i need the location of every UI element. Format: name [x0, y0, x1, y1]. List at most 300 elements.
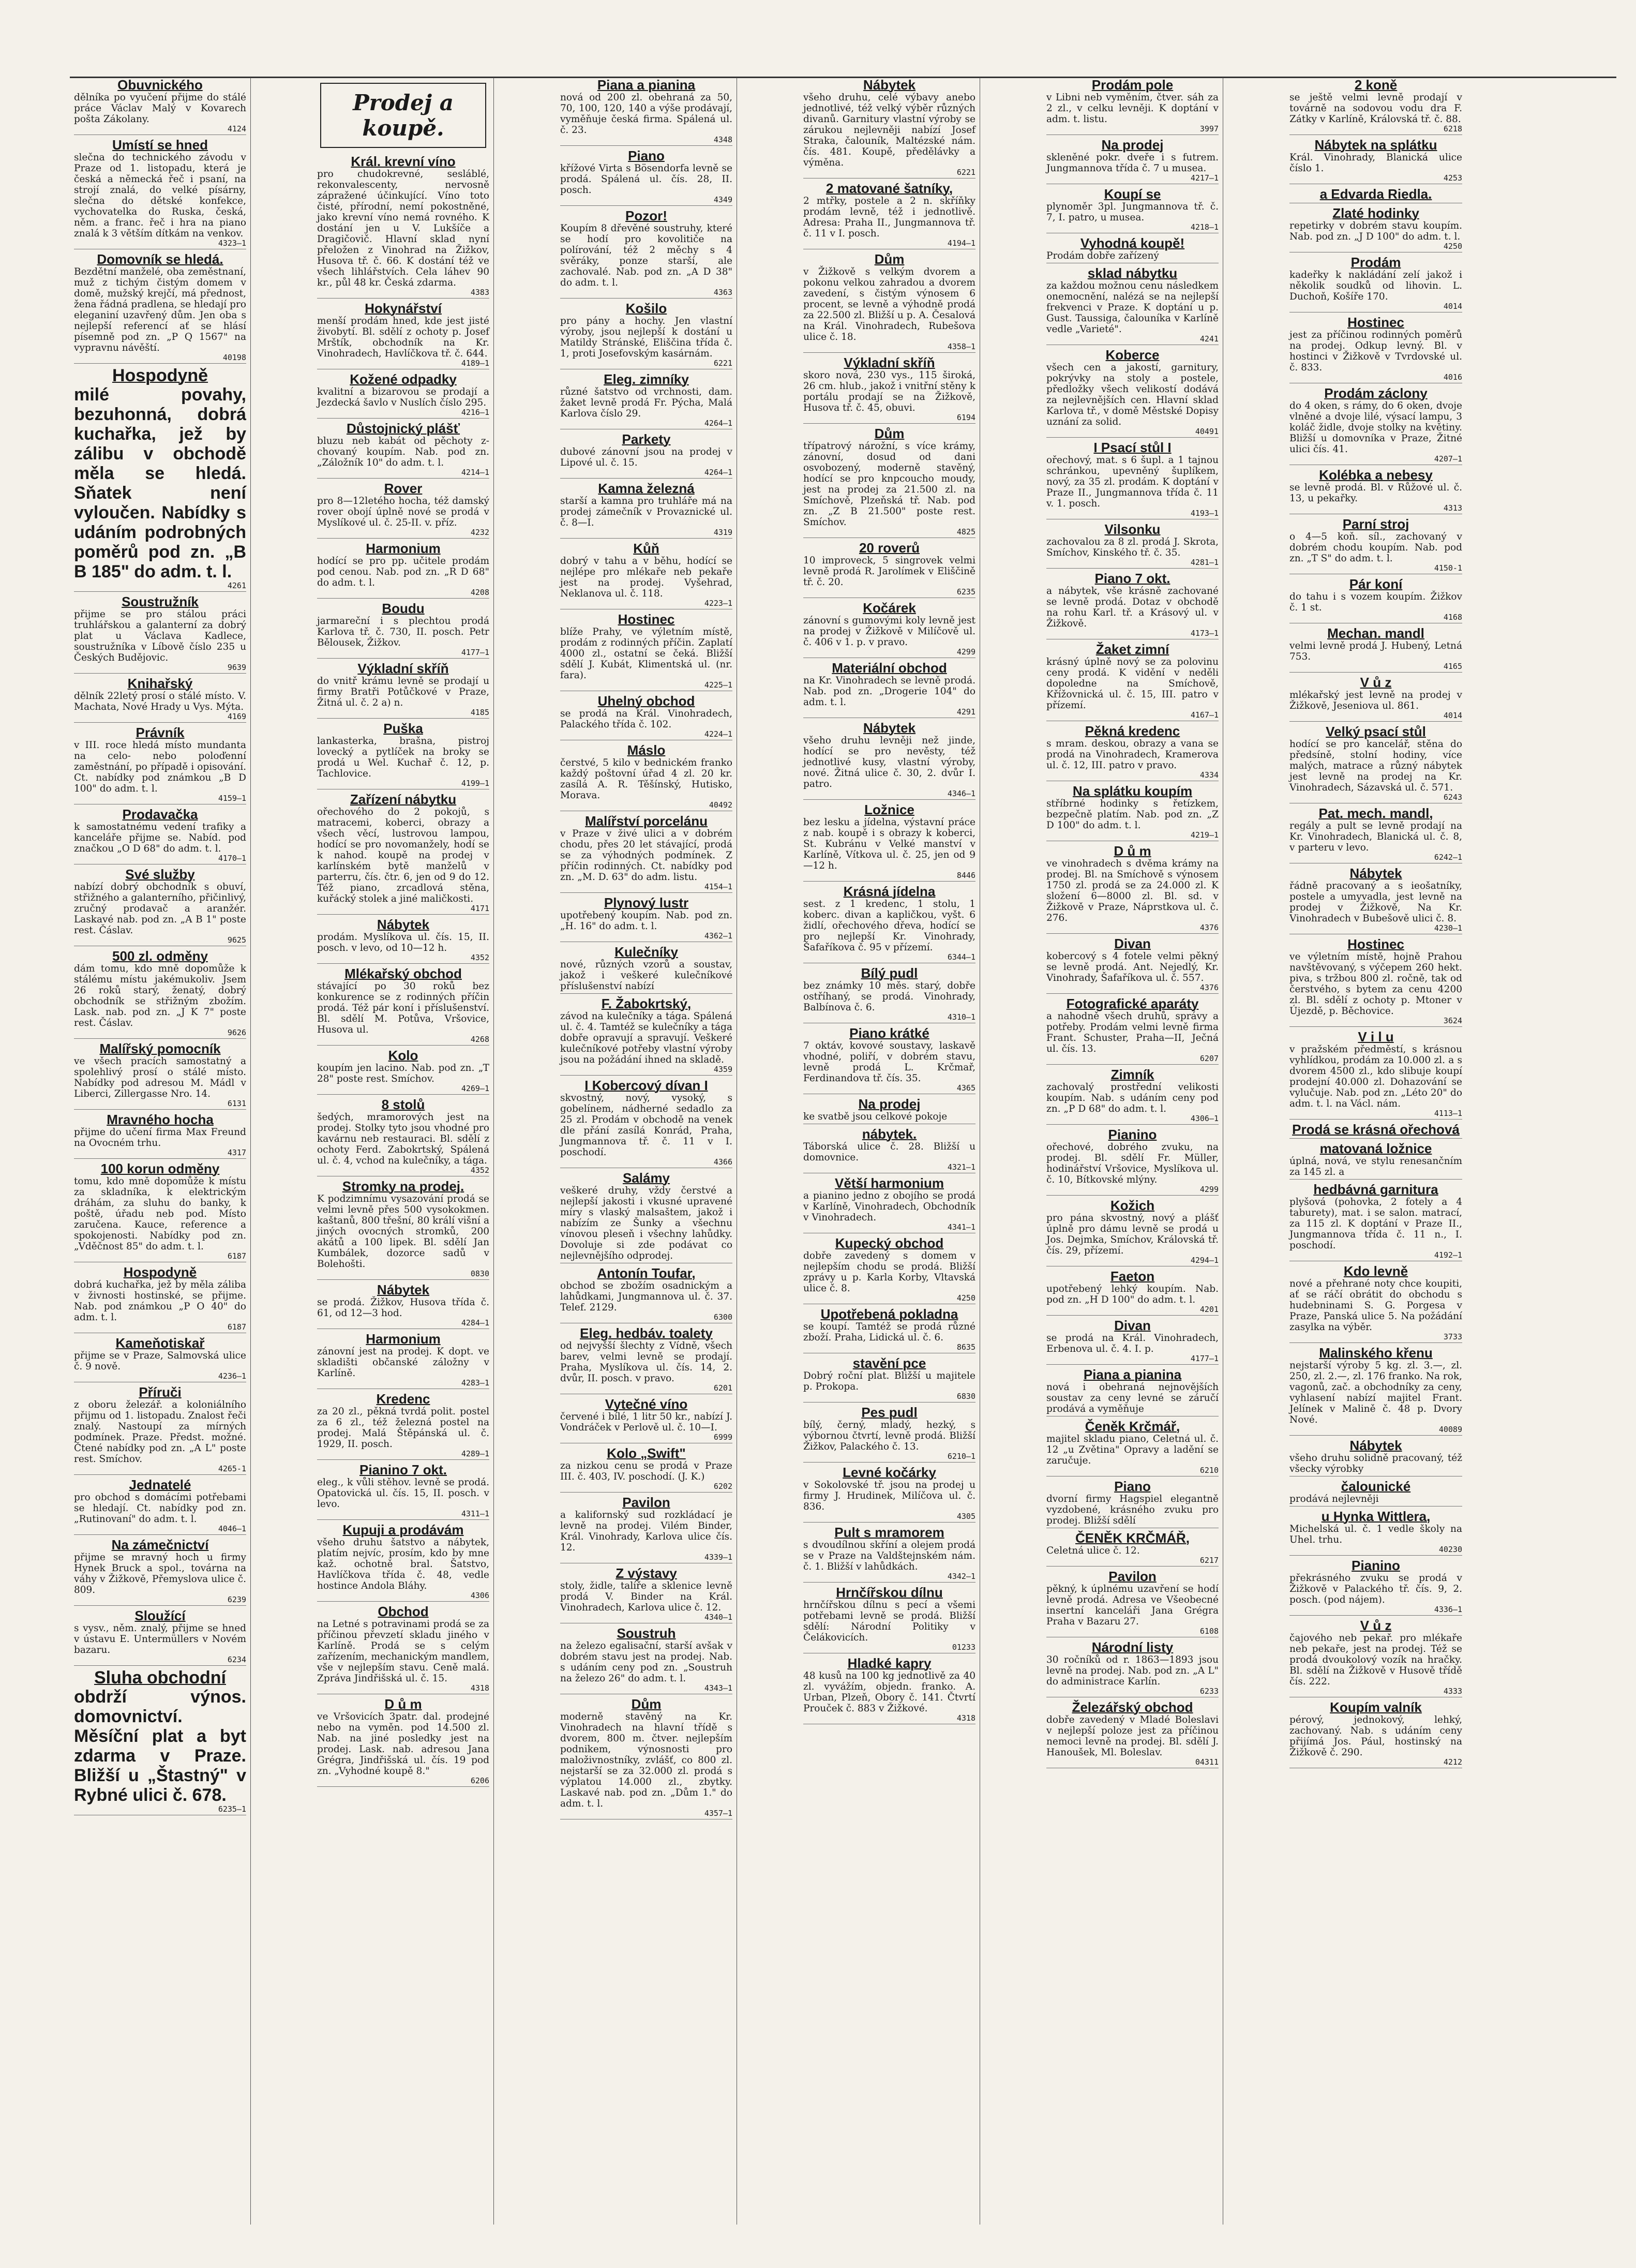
ad-divider — [1289, 1138, 1462, 1139]
ad-text: krásný úplně nový se za polovinu ceny prodá. K vidění v neděli dopoledne na Smíchově, Křížovnická ul. č. 15, III. patro v přízemí. — [1046, 656, 1219, 711]
ad-text: pro obchod s domácími potřebami se hledají. Ct. nabídky pod zn. „Rutinovaní" do adm. t. l. — [74, 1492, 246, 1525]
ad-text: hodící se pro pp. učitele prodám pod cenou. Nab. pod zn. „R D 68" do adm. t. l. — [317, 556, 489, 588]
classified-ad — [803, 1307, 975, 1353]
ad-heading: Eleg. zimníky — [604, 371, 689, 387]
ad-text: bluzu neb kabát od pěchoty z-chovaný koupím. Nab. pod zn. „Záložník 10" do adm. t. l. — [317, 436, 489, 468]
classified-ad — [317, 1097, 489, 1176]
classified-ad — [74, 1265, 246, 1333]
ad-heading: a Edvarda Riedla. — [1319, 186, 1432, 202]
ad-number: 4014 — [1443, 302, 1462, 311]
ad-divider — [1289, 721, 1462, 722]
ad-heading: Eleg. hedbáv. toalety — [580, 1325, 713, 1341]
column-1 — [70, 78, 251, 2225]
ad-text: repetirky v dobrém stavu koupím. Nab. pod zn. „J D 100" do adm. t. l. — [1289, 220, 1462, 242]
ad-heading: Nábytek — [377, 917, 430, 932]
ad-number: 4185 — [470, 708, 489, 717]
classified-ad — [803, 541, 975, 598]
ad-text: 30 ročníků od r. 1863—1893 jsou levně na prodej. Nab. pod zn. „A L" do administrace Karlín. — [1046, 1654, 1219, 1687]
classified-ad — [1046, 996, 1219, 1065]
ad-number: 4319 — [713, 528, 732, 537]
ad-divider — [803, 1582, 975, 1583]
ad-number: 4113—1 — [1434, 1109, 1462, 1118]
ad-heading: sklad nábytku — [1087, 265, 1178, 281]
classified-ad — [74, 1608, 246, 1666]
ad-heading: Parkety — [622, 431, 671, 447]
classified-ad — [803, 802, 975, 882]
ad-text: všech cen a jakostí, garnitury, pokrývky na stoly a postele, předložky všech velikostí dodává za nejlevnějších cen. Hlavní sklad Karlova tř., v domě Městské Dopisy uznání za solid. — [1046, 362, 1219, 427]
column-2 — [313, 78, 494, 2225]
classified-ad — [803, 1356, 975, 1402]
ad-number: 4825 — [956, 527, 975, 536]
classified-ad — [803, 1405, 975, 1463]
ad-heading: Kolébka a nebesy — [1319, 467, 1433, 483]
classified-ad — [1046, 138, 1219, 184]
ad-number: 6300 — [713, 1312, 732, 1322]
ad-number: 4261 — [227, 581, 246, 590]
classified-ad — [1046, 522, 1219, 569]
ad-number: 4305 — [956, 1512, 975, 1521]
ad-number: 4363 — [713, 288, 732, 297]
ad-number: 4342—1 — [947, 1572, 975, 1581]
ad-divider — [560, 145, 732, 146]
classified-ad — [74, 676, 246, 723]
ad-number: 4216—1 — [461, 408, 489, 417]
classified-ad — [803, 1656, 975, 1724]
classified-ad — [1046, 348, 1219, 438]
ad-heading: Dům — [631, 1696, 662, 1712]
ad-heading: Malinského křenu — [1319, 1345, 1433, 1361]
ad-text: s mram. deskou, obrazy a vana se prodá na Vinohradech, Kramerova ul. č. 12, III. patro v pravo. — [1046, 738, 1219, 771]
ad-number: 4376 — [1199, 923, 1219, 932]
ad-heading: Na prodej — [858, 1096, 921, 1112]
ad-divider — [74, 1534, 246, 1535]
classified-ad — [74, 1112, 246, 1159]
ad-text: přijme se pro stálou práci truhlářskou a galanterní za dobrý plat u Václava Kadlece, soustružníka v Líbově číslo 235 u Českých Budějovic. — [74, 609, 246, 663]
ad-number: 4224—1 — [704, 729, 732, 739]
ad-text: jarmareční i s plechtou prodá Karlova tř. č. 730, II. posch. Petr Bělousek, Žižkov. — [317, 616, 489, 648]
ad-text: pérový, jednokový, lehký, zachovaný. Nab. s udáním ceny přijímá Jos. Pául, hostinský na Žižkově č. 290. — [1289, 1714, 1462, 1758]
ad-divider — [74, 722, 246, 723]
ad-text: 48 kusů na 100 kg jednotlivě za 40 zl. vyvážím, objedn. franko. A. Urban, Plzeň, Obory č. 141. Čtvrtí Prouček č. 883 v Žižkové. — [803, 1670, 975, 1714]
ad-number: 6210—1 — [947, 1452, 975, 1461]
ad-text: hodící se pro kancelář, stěna do předsíně, stolní hodiny, více malých, matrace a různý nábytek jest levně na prodej na Kr. Vinohradech, Sázavská ul. č. 571. — [1289, 739, 1462, 793]
ad-divider — [1046, 437, 1219, 438]
ad-number: 6206 — [470, 1776, 489, 1785]
classified-ad — [560, 996, 732, 1076]
ad-heading: Kulečníky — [614, 944, 678, 960]
ad-number: 4365 — [956, 1083, 975, 1093]
ad-heading: Obuvnického — [117, 78, 203, 93]
classified-ad — [803, 884, 975, 963]
ad-text: pro pány a hochy. Jen vlastní výroby, jsou nejlepší k dostání u Matildy Stránské, Eliščina třída č. 1, proti Josefovským kasárnám. — [560, 316, 732, 359]
ad-divider — [317, 963, 489, 964]
ad-divider — [560, 298, 732, 299]
classified-ad — [803, 1097, 975, 1124]
ad-heading: Nábytek — [377, 1282, 430, 1297]
ad-text: zánovní jest na prodej. K dopt. ve skladišti občanské záložny v Karlíně. — [317, 1346, 489, 1379]
ad-text: obchod se zbožím osadnickým a lahůdkami, Jungmannova ul. č. 37. Telef. 2129. — [560, 1280, 732, 1313]
ad-heading: Soustružník — [122, 594, 199, 609]
ad-heading: I Kobercový dívan I — [584, 1078, 708, 1093]
ad-heading: Své služby — [125, 867, 195, 882]
ad-text: se prodá. Žižkov, Husova třída č. 61, od 12—3 hod. — [317, 1297, 489, 1319]
ad-heading: Nábytek — [1349, 1438, 1402, 1453]
ad-text: přijme se v Praze, Salmovská ulice č. 9 nově. — [74, 1350, 246, 1372]
ad-divider — [803, 799, 975, 800]
classified-ad — [560, 694, 732, 740]
ad-number: 8446 — [956, 871, 975, 880]
ad-heading: 500 zl. odměny — [112, 948, 208, 964]
classified-ad — [1046, 1367, 1219, 1416]
classified-ad — [1289, 138, 1462, 184]
ad-divider — [317, 1045, 489, 1046]
ad-divider — [1046, 933, 1219, 934]
ad-text: nejstarší výroby 5 kg. zl. 3.—, zl. 250, zl. 2.—, zl. 176 franko. Na rok, vagonů, zač. a obchodníky za ceny, vyhlasení nabízí majitel Frant. Jelínek v Malině č. 48 p. Dvory Nové. — [1289, 1360, 1462, 1425]
ad-number: 4230—1 — [1434, 923, 1462, 933]
ad-text: se prodá na Král. Vinohradech, Palackého třída č. 102. — [560, 708, 732, 730]
ad-text: se ještě velmi levně prodají v továrně na sodovou vodu dra F. Zátky v Karlíně, Královská tř. č. 88. — [1289, 92, 1462, 125]
ad-heading: Hrnčířskou dílnu — [836, 1585, 943, 1600]
ad-text: sest. z 1 kredenc, 1 stolu, 1 koberc. divan a kapličkou, vyšt. 6 židlí, ořechového dřeva, hodící se pro nejlepší Kr. Vinohrady, Šafaříkova č. 95 v přízemí. — [803, 899, 975, 953]
ad-heading: Pavilon — [622, 1495, 670, 1510]
ad-heading: Levné kočárky — [843, 1465, 936, 1480]
ad-number: 4339—1 — [704, 1553, 732, 1562]
ad-heading: nábytek. — [862, 1126, 917, 1142]
ad-text: eleg., k vůli stěhov. levně se prodá. Opatovická ul. čís. 15, II. posch. v levo. — [317, 1477, 489, 1510]
classified-ad — [1289, 1479, 1462, 1506]
ad-heading: Národní listy — [1091, 1639, 1174, 1655]
ad-heading: Knihařský — [127, 676, 193, 691]
classified-ad — [1046, 1419, 1219, 1476]
classified-ad — [1046, 1067, 1219, 1125]
ad-heading: Máslo — [627, 742, 666, 758]
ad-text: k samostatnému vedení trafiky a kanceláře přijme se. Nabíd. pod značkou „O D 68" do adm. t. l. — [74, 822, 246, 854]
classified-ad — [1289, 1509, 1462, 1556]
ad-heading: 20 roverů — [859, 540, 920, 556]
ad-number: 4358—1 — [947, 342, 975, 351]
ad-heading: Piano krátké — [849, 1025, 929, 1041]
ad-heading: Větší harmonium — [835, 1175, 944, 1191]
ad-heading: Vyhodná koupě! — [1080, 235, 1185, 251]
classified-ad — [803, 661, 975, 718]
classified-ad — [1289, 675, 1462, 722]
ad-heading: Boudu — [382, 601, 425, 616]
ad-heading: Piano — [628, 148, 665, 163]
classified-ad — [317, 1332, 489, 1389]
ad-divider — [317, 914, 489, 915]
classified-ad — [560, 208, 732, 299]
ad-heading: Žaket zimní — [1095, 641, 1169, 657]
ad-number: 4208 — [470, 588, 489, 597]
ad-heading: D ů m — [384, 1696, 422, 1712]
ad-number: 4336—1 — [1434, 1605, 1462, 1614]
ad-text: pro 8—12letého hocha, též damský rover obojí úplně nové se prodá v Myslíkové ul. č. 25-II. v. příz. — [317, 496, 489, 528]
ad-heading: Malířský pomocník — [99, 1041, 221, 1056]
ad-text: starší a kamna pro truhláře má na prodej zámečník v Provaznické ul. č. 8—I. — [560, 496, 732, 528]
ad-heading: I Psací stůl I — [1093, 440, 1172, 455]
ad-text: čerstvé, 5 kilo v bednickém franko každý poštovní úřad 4 zl. 20 kr. zasílá A. R. Těšínský, Hutisko, Morava. — [560, 757, 732, 801]
ad-heading: matovaná ložnice — [1319, 1141, 1432, 1156]
ad-text: všeho druhu solidně pracovaný, též všecky výrobky — [1289, 1453, 1462, 1474]
ad-text: tomu, kdo mně dopomůže k místu za skladníka, k elektrickým dráhám, za sluhu do banky, k poště, úřadu neb pod. Místo zaručena. Kauce, reference a spokojenosti. Nabídky pod zn. „Vděčnost 85" do adm. t. l. — [74, 1176, 246, 1252]
ad-heading: Nábytek — [863, 720, 916, 736]
ad-heading: Kůň — [633, 541, 659, 556]
ad-number: 6239 — [227, 1595, 246, 1604]
classified-ad — [317, 1179, 489, 1280]
ad-heading: Piana a pianina — [1083, 1367, 1182, 1382]
ad-text: Dobrý roční plat. Bližší u majitele p. Prokopa. — [803, 1370, 975, 1392]
column-4 — [799, 78, 980, 2225]
classified-ad — [1046, 1318, 1219, 1365]
ad-number: 4169 — [227, 712, 246, 721]
ad-text: kadeřky k nakládání zelí jakož i několik soudků od lihovin. L. Duchoň, Košíře 170. — [1289, 270, 1462, 302]
ad-number: 4194—1 — [947, 238, 975, 248]
ad-text: řádně pracovaný a s ieošatníky, postele a umyvadla, jest levně na prodej v Žižkově, Na Kr. Vinohradech v Bubešově ulici č. 8. — [1289, 881, 1462, 924]
ad-number: 4294—1 — [1190, 1256, 1219, 1265]
ad-text: dobře zavedený v Mladé Boleslavi v nejlepší poloze jest za příčinou nemoci levně na prodej. Bl. sdělí J. Hanoušek, Ml. Boleslav. — [1046, 1714, 1219, 1758]
ad-heading: Hospodyně — [112, 366, 208, 385]
ad-text: koupím jen lacino. Nab. pod zn. „T 28" poste rest. Smíchov. — [317, 1063, 489, 1084]
ad-text: ke svatbě jsou celkové pokoje — [803, 1111, 948, 1122]
ad-heading: Krásná jídelna — [843, 884, 936, 899]
ad-number: 6235—1 — [218, 1804, 246, 1814]
ad-divider — [317, 598, 489, 599]
ad-number: 4165 — [1443, 662, 1462, 671]
ad-divider — [1289, 672, 1462, 673]
ad-number: 4334 — [1199, 770, 1219, 780]
classified-ad — [317, 372, 489, 419]
classified-ad — [803, 1026, 975, 1094]
ad-heading: Obchod — [378, 1604, 429, 1619]
ad-divider — [317, 658, 489, 659]
ad-text: dělník 22letý prosí o stálé místo. V. Machata, Nové Hrady u Vys. Mýta. — [74, 691, 246, 712]
ad-number: 4189—1 — [461, 359, 489, 368]
classified-ad — [1046, 1479, 1219, 1528]
classified-ad — [1046, 266, 1219, 345]
ad-number: 4340—1 — [704, 1613, 732, 1622]
ad-heading: Kolo — [388, 1048, 418, 1063]
ad-number: 9626 — [227, 1028, 246, 1037]
ad-heading: Pár koní — [1349, 576, 1403, 592]
ad-heading: Nábytek — [1349, 866, 1402, 881]
ad-text: stříbrné hodinky s řetízkem, bezpečně platím. Nab. pod zn. „Z D 100" do adm. t. l. — [1046, 798, 1219, 831]
ad-text: dám tomu, kdo mně dopomůže k stálému místu jakémukoliv. Jsem 26 roků starý, ženatý, dobrý obchodník se střižným zbožím. Lask. nab. pod zn. „J K 7" poste rest. Čáslav. — [74, 963, 246, 1028]
classified-ad — [74, 78, 246, 135]
ad-text: do vnitř krámu levně se prodají u firmy Bratři Potůčkové v Praze, Žitná ul. č. 2 a) n. — [317, 676, 489, 708]
column-3 — [556, 78, 737, 2225]
ad-text: 7 oktáv, kovové soustavy, laskavě vhodné, poliří, v dobrém stavu, levně prodá L. Krčmař, Ferdinandova tř. čís. 35. — [803, 1040, 975, 1084]
ad-heading: Piano — [1114, 1479, 1151, 1494]
ad-text: nové a přehrané noty chce koupiti, ať se ráčí obrátit do obchodu s hudebninami S. G. Porgesa v Praze, Panská ulice 5. Na požádání zasylka na výběr. — [1289, 1278, 1462, 1333]
classified-ad — [560, 432, 732, 479]
ad-heading: Piana a pianina — [597, 78, 696, 93]
ad-text: o 4—5 koň. síl., zachovaný v dobrém chodu koupím. Nab. pod zn. „T S" do adm. t. l. — [1289, 531, 1462, 564]
ad-text: K podzimnímu vysazování prodá se velmi levně přes 500 vysokokmen. kaštanů, 800 třešní, 80 králí višní a jiných ovocných stromků, 200 akátů a 100 lipek. Bl. sdělí Jan Kumbálek, dozorce sadů v Bolehošti. — [317, 1193, 489, 1270]
ad-text: dobrá kuchařka, jež by měla záliba v živnosti hostinské, se přijme. Nab. pod známkou „P O 40" do adm. t. l. — [74, 1279, 246, 1323]
ad-number: 4352 — [470, 953, 489, 962]
ad-number: 4383 — [470, 288, 489, 297]
ad-text: plynoměr 3pl. Jungmannova tř. č. 7, I. patro, u musea. — [1046, 201, 1219, 223]
ad-heading: Kredenc — [376, 1391, 430, 1407]
ad-divider — [317, 1459, 489, 1460]
ad-text: všeho druhu levněji než jinde, hodící se pro nevěsty, též jednotlivé kusy, vlastní výroby, nové. Žitná ulice č. 30, 2. dvůr I. patro. — [803, 735, 975, 789]
classified-ad — [74, 807, 246, 864]
ad-divider — [1289, 1435, 1462, 1436]
classified-ad — [74, 1538, 246, 1606]
ad-number: 4313 — [1443, 503, 1462, 513]
ad-text: v Praze v živé ulici a v dobrém chodu, přes 20 let stávající, prodá se za výhodných podmínek. Z příčin rodinných. Ct. nabídky pod zn. „M. D. 63" do adm. listu. — [560, 828, 732, 883]
ad-text: prodává nejlevněji — [1289, 1494, 1379, 1504]
ad-text: se levně prodá. Bl. v Růžové ul. č. 13, u pekařky. — [1289, 482, 1462, 504]
ad-number: 6194 — [956, 413, 975, 422]
ad-heading: Železářský obchod — [1072, 1699, 1193, 1715]
ad-divider — [1289, 1342, 1462, 1343]
ad-number: 6207 — [1199, 1054, 1219, 1063]
classified-ad — [317, 301, 489, 369]
ad-number: 9625 — [227, 935, 246, 945]
classified-ad — [74, 1668, 246, 1815]
ad-divider — [74, 363, 246, 364]
ad-text: pěkný, k úplnému uzavření se hodí levně prodá. Adresa ve Všeobecné insertní kanceláři Jana Grégra Praha v Bazaru 27. — [1046, 1584, 1219, 1627]
ad-number: 4201 — [1199, 1305, 1219, 1314]
ad-heading: Pěkná kredenc — [1085, 723, 1180, 739]
ad-number: 3624 — [1443, 1016, 1462, 1025]
classified-ad — [1289, 724, 1462, 803]
ad-heading: Pavilon — [1108, 1569, 1157, 1584]
classified-ad — [1289, 187, 1462, 203]
ad-divider — [317, 538, 489, 539]
ad-text: blíže Prahy, ve výletním místě, prodám z rodinných příčin. Zaplatí 4000 zl., ostatní se čeká. Bližší sdělí J. Kubát, Klimentská ul. (nr. fara). — [560, 626, 732, 681]
classified-ad — [560, 1171, 732, 1263]
ad-number: 4046—1 — [218, 1524, 246, 1533]
ad-number: 4343—1 — [704, 1683, 732, 1693]
ad-number: 4268 — [470, 1035, 489, 1044]
classified-ad — [1289, 1618, 1462, 1697]
ad-number: 4150-1 — [1434, 563, 1462, 573]
ad-number: 4225—1 — [704, 680, 732, 690]
ad-number: 4346—1 — [947, 789, 975, 798]
classified-ad — [317, 1048, 489, 1095]
ad-number: 4306 — [470, 1591, 489, 1600]
ad-text: Bezdětní manželé, oba zeměstnaní, muž z tichým čistým domem v domě, mužský krejčí, má přednost, žena řádná pradlena, se hledají pro eleganiní uzavřený dům. Jen oba s nejlepší referencí ať se hlásí písemně pod zn. „P Q 1567" na vypravnu návěští. — [74, 266, 246, 353]
ad-number: 4177—1 — [1190, 1354, 1219, 1363]
classified-ad — [560, 1078, 732, 1168]
ad-heading: 8 stolů — [381, 1097, 425, 1112]
ad-number: 4250 — [1443, 242, 1462, 251]
ad-text: křížové Virta s Bösendorfa levně se prodá. Spálená ul. čís. 28, II. posch. — [560, 163, 732, 196]
ad-number: 4310—1 — [947, 1012, 975, 1022]
classified-ad — [560, 78, 732, 146]
ad-text: plyšová (pohovka, 2 fotely a 4 taburety), mat. i se salon. matrací, za 115 zl. K doptání v Praze II., Jungmannova třída č. 11 n., I. poschodí. — [1289, 1197, 1462, 1251]
ad-text: do tahu i s vozem koupím. Žižkov č. 1 st. — [1289, 591, 1462, 613]
ad-text: veškeré druhy, vždy čerstvé a nejlepší jakosti i vkusné upravené míry s vlaský malsaštem, jakož i nabízím ze Šunky a všechnu vínovou pleseň i všechny lahůdky. Dovoluje si zde podávat co nejlevnějšího odprodej. — [560, 1185, 732, 1261]
ad-number: 6233 — [1199, 1687, 1219, 1696]
classified-ad — [560, 541, 732, 609]
classified-ad — [803, 1585, 975, 1653]
ad-number: 8635 — [956, 1342, 975, 1352]
ad-heading: Harmonium — [366, 1331, 441, 1347]
ad-heading: Kožich — [1110, 1198, 1155, 1213]
classified-ad — [803, 1525, 975, 1583]
ad-text: dobře zavedený s domem v nejlepším chodu se prodá. Bližší zprávy u p. Karla Korby, Vltavská ulice č. 8. — [803, 1250, 975, 1294]
classified-ad — [317, 1604, 489, 1694]
ad-number: 4321—1 — [947, 1162, 975, 1172]
classified-ad — [1046, 571, 1219, 639]
ad-heading: Piano 7 okt. — [1094, 571, 1170, 586]
ad-text: ve všech pracích samostatný a spolehlivý prosí o stálé místo. Nabídky pod adresou M. Mádl v Liberci, Zillergasse Nro. 14. — [74, 1056, 246, 1099]
ad-heading: Pult s mramorem — [834, 1525, 944, 1540]
ad-number: 4170—1 — [218, 854, 246, 863]
ad-divider — [317, 1094, 489, 1095]
ad-divider — [317, 1601, 489, 1602]
ad-text: bez lesku a jídelna, výstavní práce z nab. koupě i s obrazy k koberci, St. Kubránu v Velké manství v Karlíně, Vítkova ul. č. 25, jen od 9—12 h. — [803, 817, 975, 871]
ad-heading: Mravného hocha — [107, 1112, 214, 1127]
ad-number: 9639 — [227, 663, 246, 672]
classified-ad — [1289, 1346, 1462, 1436]
ad-heading: Hostinec — [1347, 315, 1404, 330]
ad-text: úplná, nová, ve stylu renesančním za 145 zl. a — [1289, 1156, 1462, 1177]
classified-ad — [317, 966, 489, 1046]
ad-divider — [560, 892, 732, 893]
ad-heading: Koupí se — [1104, 186, 1161, 202]
ad-heading: Výkladní skříň — [357, 661, 449, 676]
ad-text: různé šatstvo od vrchnosti, dam. žaket levně prodá Fr. Pýcha, Malá Karlova číslo 29. — [560, 386, 732, 419]
classified-ad — [1289, 1182, 1462, 1261]
ad-number: 0830 — [470, 1269, 489, 1278]
ad-divider — [1046, 993, 1219, 994]
ad-divider — [1289, 1026, 1462, 1027]
ad-text: dobrý v tahu a v běhu, hodící se nejlépe pro mlékaře neb pekaře jest na prodej. Vyšehrad, Neklanova ul. č. 118. — [560, 556, 732, 599]
ad-number: 6218 — [1443, 124, 1462, 133]
ad-divider — [560, 538, 732, 539]
ad-divider — [803, 352, 975, 353]
ad-number: 4014 — [1443, 711, 1462, 720]
classified-ad — [560, 1397, 732, 1443]
ad-text: majitel skladu piano, Celetná ul. č. 12 „u Zvětina" Opravy a ladění se zaručuje. — [1046, 1434, 1219, 1466]
ad-heading: Kamna železná — [598, 481, 695, 496]
classified-ad — [803, 1236, 975, 1304]
ad-heading: Pianino — [1352, 1558, 1400, 1573]
ad-heading: Právník — [136, 725, 185, 740]
classified-ad — [1289, 1438, 1462, 1476]
ad-heading: Kolo „Swift" — [607, 1445, 686, 1461]
classified-ad — [1046, 236, 1219, 263]
ad-heading: Důstojnický plášť — [346, 421, 460, 436]
ad-number: 4214—1 — [461, 468, 489, 477]
classified-ad — [1289, 577, 1462, 623]
newspaper-page — [70, 78, 1616, 2225]
ad-text: přijme se mravný hoch u firmy Hynek Bruck a spol., továrna na váhy v Žižkově, Přemyslova ulice č. 809. — [74, 1552, 246, 1595]
ad-heading: Pes pudl — [861, 1405, 918, 1420]
classified-ad — [317, 154, 489, 299]
ad-number: 3997 — [1199, 124, 1219, 133]
ad-text: ve vinohradech s dvěma krámy na prodej. Bl. na Smíchově s výnosem 1750 zl. prodá se za 24.000 zl. K složení 6—8000 zl. Bl. sd. v Žižkově v Praze, Náprstkova ul. č. 276. — [1046, 858, 1219, 923]
classified-ad — [1046, 1569, 1219, 1637]
classified-ad — [1289, 78, 1462, 135]
ad-heading: Velký psací stůl — [1326, 724, 1426, 739]
ad-divider — [317, 1519, 489, 1520]
ad-text: čajového neb pekař. pro mlékaře neb pekaře, jest na prodej. Též se prodá dvoukolový vozík na hračky. Bl. sdělí na Žižkově v Husově třídě čís. 222. — [1289, 1633, 1462, 1687]
ad-number: 4223—1 — [704, 599, 732, 608]
classified-ad — [1289, 315, 1462, 383]
ad-text: za každou možnou cenu následkem onemocnění, nalézá se na nejlepší frekvenci v Praze. K doptání u p. Gust. Taussiga, čalouníka v Karlíně vedle „Varieté". — [1046, 280, 1219, 335]
classified-ad — [803, 966, 975, 1023]
ad-number: 4318 — [470, 1683, 489, 1693]
classified-ad — [1046, 724, 1219, 781]
ad-heading: D ů m — [1114, 843, 1151, 859]
ad-number: 40230 — [1438, 1545, 1462, 1554]
ad-heading: Faeton — [1110, 1269, 1155, 1284]
